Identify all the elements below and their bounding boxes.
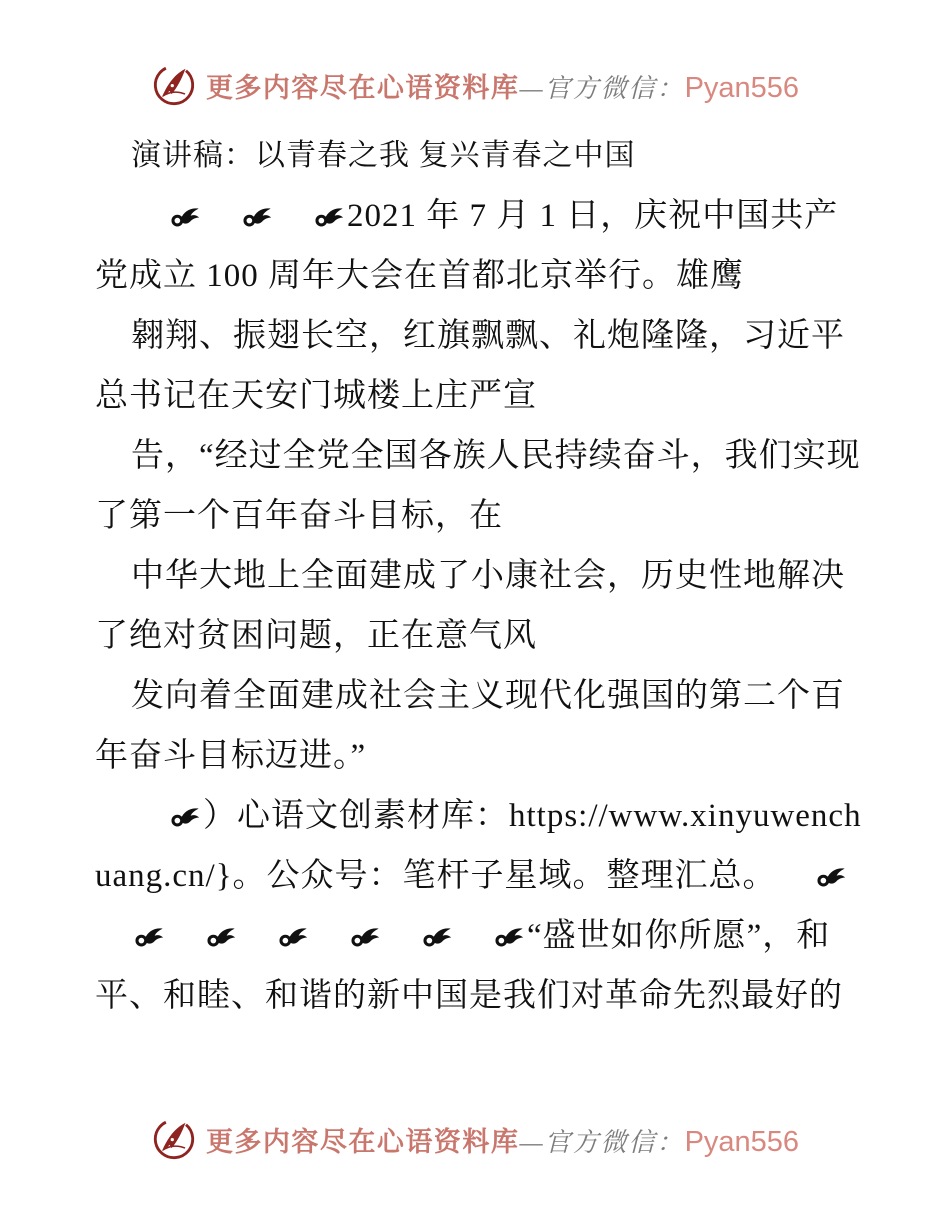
- paragraph: [95, 306, 867, 426]
- watermark-brand-text: 更多内容尽在心语资料库: [205, 1126, 520, 1157]
- floral-flourish-icon: [98, 906, 164, 966]
- paragraph-text: “盛世如你所愿”，和平、和睦、和谐的新中国是我们对革命先烈最好的: [95, 918, 843, 1014]
- watermark-wechat-label: —官方微信：: [519, 1127, 685, 1157]
- watermark-wechat-label: —官方微信：: [519, 73, 685, 103]
- floral-flourish-icon: [458, 906, 524, 966]
- floral-flourish-icon: [242, 906, 308, 966]
- paragraph: [95, 546, 867, 666]
- floral-flourish-icon: [314, 906, 380, 966]
- watermark-wechat-id: Pyan556: [684, 71, 800, 104]
- paragraph-text: 中华大地上全面建成了小康社会，历史性地解决了绝对贫困问题，正在意气风: [95, 558, 845, 654]
- floral-flourish-icon: [170, 906, 236, 966]
- paragraph-text: 2021 年 7 月 1 日，庆祝中国共产党成立 100 周年大会在首都北京举行。雄鹰: [95, 198, 839, 294]
- paragraph: [95, 186, 867, 306]
- paragraph-text: 翱翔、振翅长空，红旗飘飘、礼炮隆隆，习近平总书记在天安门城楼上庄严宣: [95, 318, 845, 414]
- floral-flourish-icon: [134, 786, 200, 846]
- floral-flourish-icon: [780, 846, 846, 906]
- pen-nib-circle-icon: [151, 62, 197, 108]
- watermark-brand-text: 更多内容尽在心语资料库: [205, 72, 520, 103]
- pen-nib-circle-icon: [151, 1116, 197, 1162]
- paragraphs-container: [95, 186, 867, 1026]
- document-title: 演讲稿：以青春之我 复兴青春之中国: [131, 139, 636, 172]
- paragraph-text: ）心语文创素材库：https://www.xinyuwenchuang.cn/}。公众号：笔杆子星域。整理汇总。: [95, 798, 862, 894]
- watermark-text: [206, 1120, 799, 1159]
- header-watermark: [0, 62, 950, 108]
- footer-watermark: [0, 1116, 950, 1162]
- watermark-wechat-id: Pyan556: [684, 1125, 800, 1158]
- paragraph-text: 发向着全面建成社会主义现代化强国的第二个百年奋斗目标迈进。”: [95, 678, 845, 774]
- paragraph: [95, 426, 867, 546]
- floral-flourish-icon: [386, 906, 452, 966]
- watermark-text: [206, 66, 799, 105]
- paragraph: [95, 666, 867, 786]
- paragraph-text: 告，“经过全党全国各族人民持续奋斗，我们实现了第一个百年奋斗目标，在: [95, 438, 861, 534]
- floral-flourish-icon: [278, 186, 344, 246]
- document-body: [95, 126, 867, 1026]
- floral-flourish-icon: [206, 186, 272, 246]
- paragraph: [95, 786, 867, 1026]
- floral-flourish-icon: [134, 186, 200, 246]
